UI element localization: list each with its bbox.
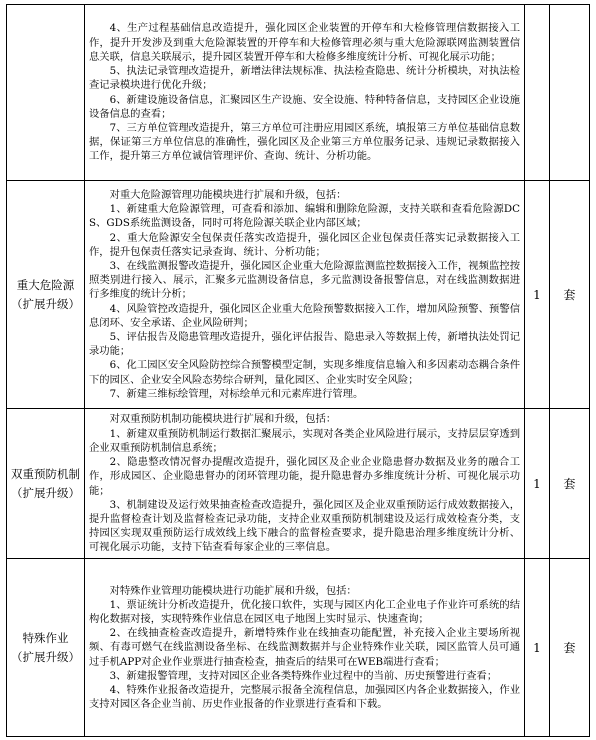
quantity-cell: 1 — [525, 409, 550, 559]
description-paragraph: 4、生产过程基础信息改造提升，强化园区企业装置的开停车和大检修管理信数据接入工作，提升开发涉及到重大危险源装置的开停车和大检修管理必须与重大危险源联网监测装置信息关联，信息关联展示，提升园区装置开停车和大检修多维度统计分析、可视化展示功能； — [89, 22, 520, 63]
description-paragraph: 3、新建报警管理，支持对园区企业各类特殊作业过程中的当前、历史预警进行查看； — [109, 669, 498, 682]
unit-cell: 套 — [550, 409, 590, 559]
description-paragraph: 7、三方单位管理改造提升，第三方单位可注册应用园区系统，填报第三方单位基础信息数据，保证第三方单位信息的准确性，强化园区及企业第三方单位服务记录、违规记录数据接入工作，提升第三方单位诚信管理评价、查询、统计、分析功能。 — [89, 121, 520, 163]
description-paragraph: 1、新建双重预防机制运行数据汇聚展示，实现对各类企业风险进行展示，支持层层穿透到企业双重预防机制信息系统； — [89, 427, 520, 454]
description-paragraph: 1、新建重大危险源管理，可查看和添加、编辑和删除危险源，支持关联和查看危险源DCS、GDS系统监测设备，同时可将危险源关联企业内部区域； — [89, 203, 520, 230]
description-paragraph: 4、风险管控改造提升，强化园区企业重大危险预警数据接入工作，增加风险预警、预警信息闭环、安全承诺、企业风险研判； — [89, 302, 520, 329]
item-name: 重大危险源 — [16, 277, 75, 292]
description-paragraph: 对重大危险源管理功能模块进行扩展和升级，包括： — [109, 188, 347, 201]
item-name-cell — [7, 5, 85, 181]
quantity-cell: 1 — [525, 559, 550, 737]
item-description-cell — [85, 409, 525, 559]
description-paragraph: 5、执法记录管理改造提升，新增法律法规标准、执法检查隐患、统计分析模块，对执法检查记录模块进行优化升级； — [89, 65, 520, 92]
description-paragraph: 1、票证统计分析改造提升，优化接口软件，实现与园区内化工企业电子作业许可系统的结构化数据对接，实现特殊作业信息在园区电子地图上实时显示、快速查询； — [89, 598, 520, 625]
item-name: 特殊作业 — [22, 630, 69, 645]
description-paragraph: 对特殊作业管理功能模块进行功能扩展和升级，包括： — [109, 584, 357, 597]
description-paragraph: 6、新建设施设备信息，汇聚园区生产设施、安全设施、特种特备信息，支持园区企业设施设备信息的查看； — [89, 93, 520, 120]
description-paragraph: 3、机制建设及运行效果抽查检查改造提升，强化园区及企业双重预防运行成效数据接入，提升监督检查计划及监督检查记录功能，支持企业双重预防机制建设及运行成效检查分类，支持园区实现双重预防运行成效线上线下融合的监督检查要求，提升隐患治理多维度统计分析、可视化展示功能，支持下钻查看每家企业的三率信息。 — [89, 498, 520, 554]
description-paragraph: 5、评估报告及隐患管理改造提升，强化评估报告、隐患录入等数据上传，新增执法处罚记录功能； — [89, 331, 520, 358]
item-name-cell — [7, 559, 85, 737]
table-row — [7, 181, 590, 409]
description-paragraph: 3、在线监测报警改造提升，强化园区企业重大危险源监测监控数据接入工作，视频监控按照类别进行接入、展示，汇聚多元监测设备信息，多元监测设备报警信息，对在线监测数据进行多维度的统计分析； — [89, 259, 520, 301]
quantity-cell — [525, 5, 550, 181]
item-description-cell — [85, 181, 525, 409]
description-paragraph: 4、特殊作业报备改造提升，完整展示报备全流程信息，加强园区内各企业数据接入，作业支持对园区各企业当前、历史作业报备的作业票进行查看和下载。 — [89, 684, 520, 711]
item-description-cell — [85, 5, 525, 181]
spec-table-body — [7, 5, 590, 737]
item-description-cell — [85, 559, 525, 737]
unit-cell — [550, 5, 590, 181]
description-paragraph: 对双重预防机制功能模块进行扩展和升级，包括： — [109, 413, 337, 426]
description-paragraph: 6、化工园区安全风险防控综合预警模型定制，实现多维度信息输入和多因素动态耦合条件下的园区、企业安全风险态势综合研判，量化园区、企业实时安全风险； — [89, 359, 520, 386]
quantity-cell: 1 — [525, 181, 550, 409]
unit-cell: 套 — [550, 181, 590, 409]
item-name-cell — [7, 409, 85, 559]
item-name-note: （扩展升级） — [11, 485, 80, 500]
item-name: 双重预防机制 — [11, 466, 80, 481]
description-paragraph: 2、隐患整改情况督办提醒改造提升，强化园区及企业企业隐患督办数据及业务的融合工作，形成园区、企业隐患督办的闭环管理功能，提升隐患督办多维度统计分析、可视化展示功能； — [89, 456, 520, 497]
unit-cell: 套 — [550, 559, 590, 737]
description-paragraph: 2、在线抽查检查改造提升，新增特殊作业在线抽查功能配置，补充接入企业主要场所视频、有毒可燃气在线监测设备坐标、在线监测数据并与企业特殊作业关联，园区监管人员可通过手机APP对企业作业票进行抽查检查，抽查后的结果可在WEB端进行查看； — [89, 627, 520, 668]
table-row — [7, 409, 590, 559]
equipment-spec-table — [6, 4, 590, 737]
description-paragraph: 7、新建三维标绘管理，对标绘单元和元素库进行管理。 — [109, 387, 364, 400]
table-row — [7, 5, 590, 181]
item-name-note: （扩展升级） — [11, 296, 80, 311]
item-name-note: （扩展升级） — [11, 649, 80, 664]
table-row — [7, 559, 590, 737]
description-paragraph: 2、重大危险源安全包保责任落实改造提升，强化园区企业包保责任落实记录数据接入工作，提升包保责任落实记录查询、统计、分析功能； — [89, 231, 520, 258]
item-name-cell — [7, 181, 85, 409]
